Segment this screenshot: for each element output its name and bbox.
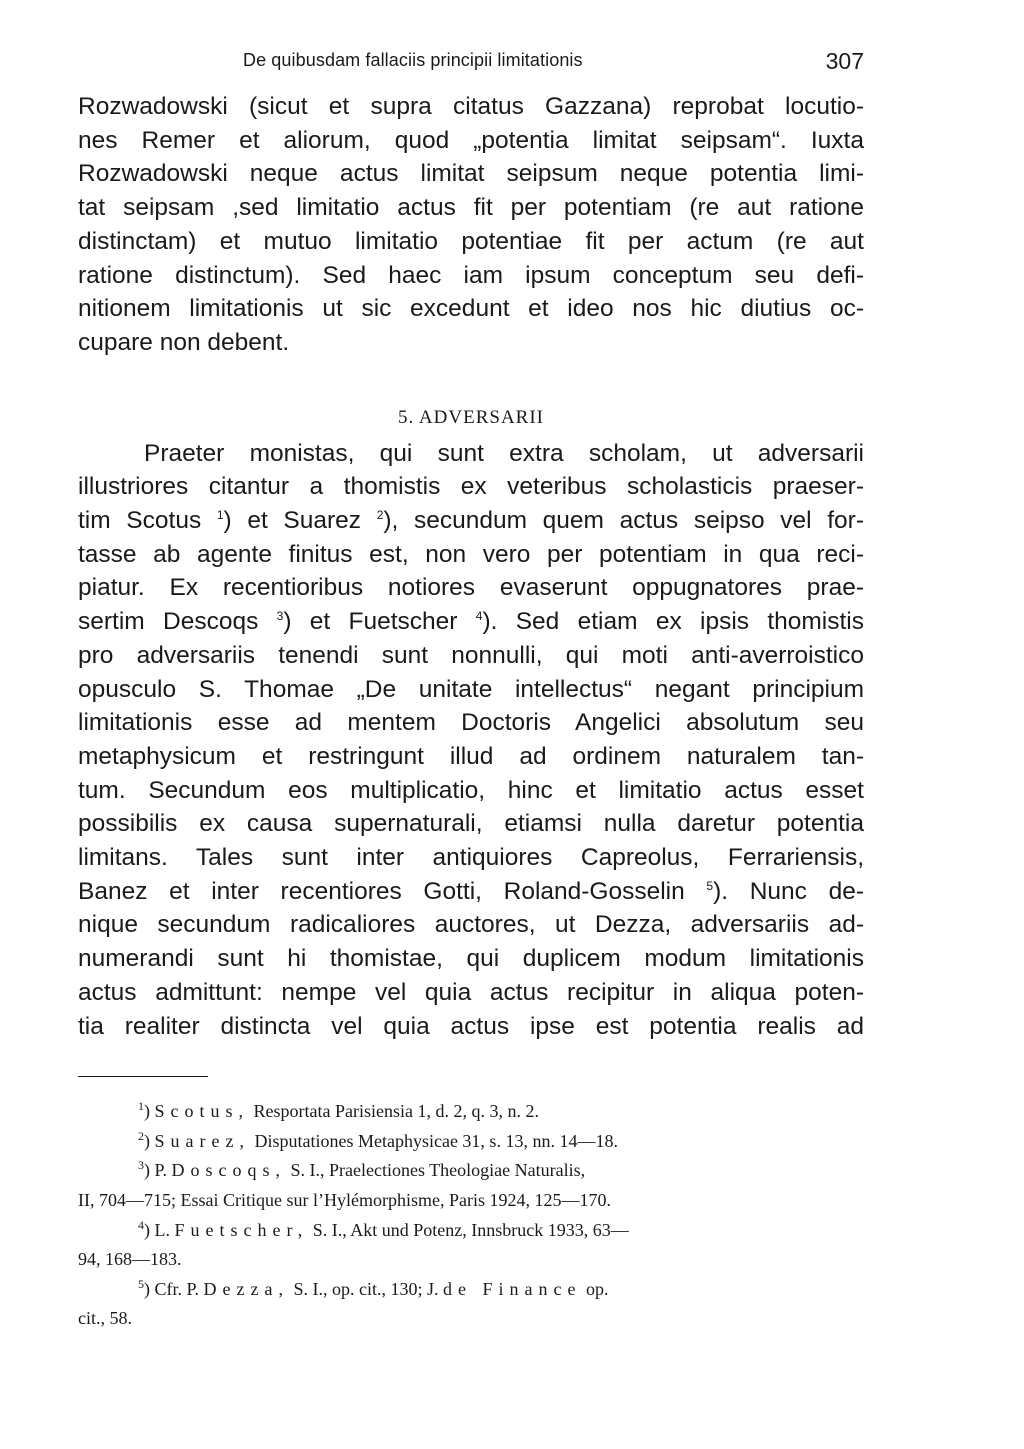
footnote-text: Disputationes Metaphysicae 31, s. 13, nn. 14—18. [249,1130,618,1151]
footnote-prefix: L. [154,1219,175,1240]
footnote-4: $^4$) L. Fuetscher, S. I., Akt und Potenz, Innsbruck 1933, 63— [138,1217,629,1240]
text-line: pro adversariis tenendi sunt nonnulli, qui moti anti-averroistico [78,641,864,669]
text-line: actus admittunt: nempe vel quia actus recipitur in aliqua poten- [78,978,864,1006]
text-segment: ), secundum quem actus seipso vel for- [383,507,864,535]
page-number: 307 [825,48,864,74]
footnote-mark: 3 [138,1158,144,1173]
text-line: limitans. Tales sunt inter antiquiores Capreolus, Ferrariensis, [78,844,864,872]
footnote-author: de Finance [443,1278,582,1299]
footnote-mark: 4 [138,1217,144,1232]
paragraph-2 [78,437,864,1044]
footnote-author: Doscoqs, [171,1160,287,1181]
text-line [78,504,864,538]
footnote-author: Dezza, [203,1278,289,1299]
text-segment: sertim Descoqs [78,608,277,636]
text-segment: ) et Fuetscher [283,608,476,636]
paragraph-1 [78,90,864,360]
text-line: illustriores citantur a thomistis ex veteribus scholasticis praeser- [78,473,864,501]
footnote-author: Suarez, [154,1130,250,1151]
footnote-text: S. I., Akt und Potenz, Innsbruck 1933, 63— [308,1219,629,1240]
text-line: limitationis esse ad mentem Doctoris Angelici absolutum seu [78,709,864,737]
text-segment: tim Scotus [78,507,217,535]
text-segment: ) et Suarez [223,507,377,535]
footnote-ref: 5 [706,878,714,893]
footnotes [78,1097,864,1334]
section-heading: 5. ADVERSARII [397,406,544,428]
footnote-3-continuation: II, 704—715; Essai Critique sur l’Hylémorphisme, Paris 1924, 125—170. [78,1190,611,1211]
footnote-author: Scotus, [154,1101,250,1122]
text-line: piatur. Ex recentioribus notiores evaserunt oppugnatores prae- [78,574,864,602]
footnote-5-continuation: cit., 58. [78,1308,132,1329]
footnote-5: $^5$) Cfr. P. Dezza, S. I., op. cit., 130; J. de Finance op. [138,1276,609,1299]
footnote-author: Fuetscher, [174,1219,309,1240]
text-line: cupare non debent. [78,328,290,356]
text-line: possibilis ex causa supernaturali, etiamsi nulla daretur potentia [78,810,864,838]
footnote-2: $^2$) Suarez, Disputationes Metaphysicae 31, s. 13, nn. 14—18. [138,1128,618,1151]
text-line: numerandi sunt hi thomistae, qui duplicem modum limitationis [78,945,864,973]
footnote-mark: 1 [138,1099,144,1114]
text-line: distinctam) et mutuo limitatio potentiae fit per actum (re aut [78,227,864,255]
text-segment: Banez et inter recentiores Gotti, Roland-Gosselin [78,877,707,905]
text-line: metaphysicum et restringunt illud ad ordinem naturalem tan- [78,742,864,770]
text-segment: ). Sed etiam ex ipsis thomistis [482,608,864,636]
text-line: tum. Secundum eos multiplicatio, hinc et limitatio actus esset [78,776,864,804]
text-line: ratione distinctum). Sed haec iam ipsum conceptum seu defi- [78,261,864,289]
footnote-divider [78,1076,208,1077]
text-line: Rozwadowski neque actus limitat seipsum neque potentia limi- [78,160,864,188]
footnote-ref: 4 [475,608,483,623]
text-line: opusculo S. Thomae „De unitate intellectus“ negant principium [78,675,864,703]
text-line: tia realiter distincta vel quia actus ipse est potentia realis ad [78,1012,864,1040]
footnote-mark: 5 [138,1276,144,1291]
footnote-3: $^3$) P. Doscoqs, S. I., Praelectiones Theologiae Naturalis, [138,1158,586,1181]
text-line [78,605,864,639]
running-title: De quibusdam fallaciis principii limitationis [243,50,583,70]
footnote-text: Resportata Parisiensia 1, d. 2, q. 3, n. 2. [249,1101,539,1122]
footnote-prefix: Cfr. P. [154,1278,204,1299]
page [78,42,864,1334]
footnote-text: op. [581,1278,609,1299]
text-line: nique secundum radicaliores auctores, ut Dezza, adversariis ad- [78,911,864,939]
footnote-mark: 2 [138,1128,144,1143]
footnote-4-continuation: 94, 168—183. [78,1249,182,1270]
text-line: Praeter monistas, qui sunt extra scholam, ut adversarii [144,439,864,467]
text-line: nitionem limitationis ut sic excedunt et ideo nos hic diutius oc- [78,295,864,323]
text-segment: ). Nunc de- [713,877,865,905]
footnote-ref: 1 [216,507,224,522]
footnote-text: S. I., op. cit., 130; J. [289,1278,444,1299]
running-header [78,42,864,90]
footnote-text: S. I., Praelectiones Theologiae Naturalis, [286,1160,586,1181]
footnote-1: $^1$) Scotus, Resportata Parisiensia 1, d. 2, q. 3, n. 2. [138,1099,539,1122]
text-line: tasse ab agente finitus est, non vero per potentiam in qua reci- [78,540,864,568]
text-line: tat seipsam ,sed limitatio actus fit per potentiam (re aut ratione [78,194,864,222]
text-line: nes Remer et aliorum, quod „potentia limitat seipsam“. Iuxta [78,126,864,154]
text-line [78,875,864,909]
text-line: Rozwadowski (sicut et supra citatus Gazzana) reprobat locutio- [78,93,864,120]
footnote-ref: 2 [376,507,384,522]
footnote-ref: 3 [276,608,284,623]
footnote-prefix: P. [154,1160,172,1181]
